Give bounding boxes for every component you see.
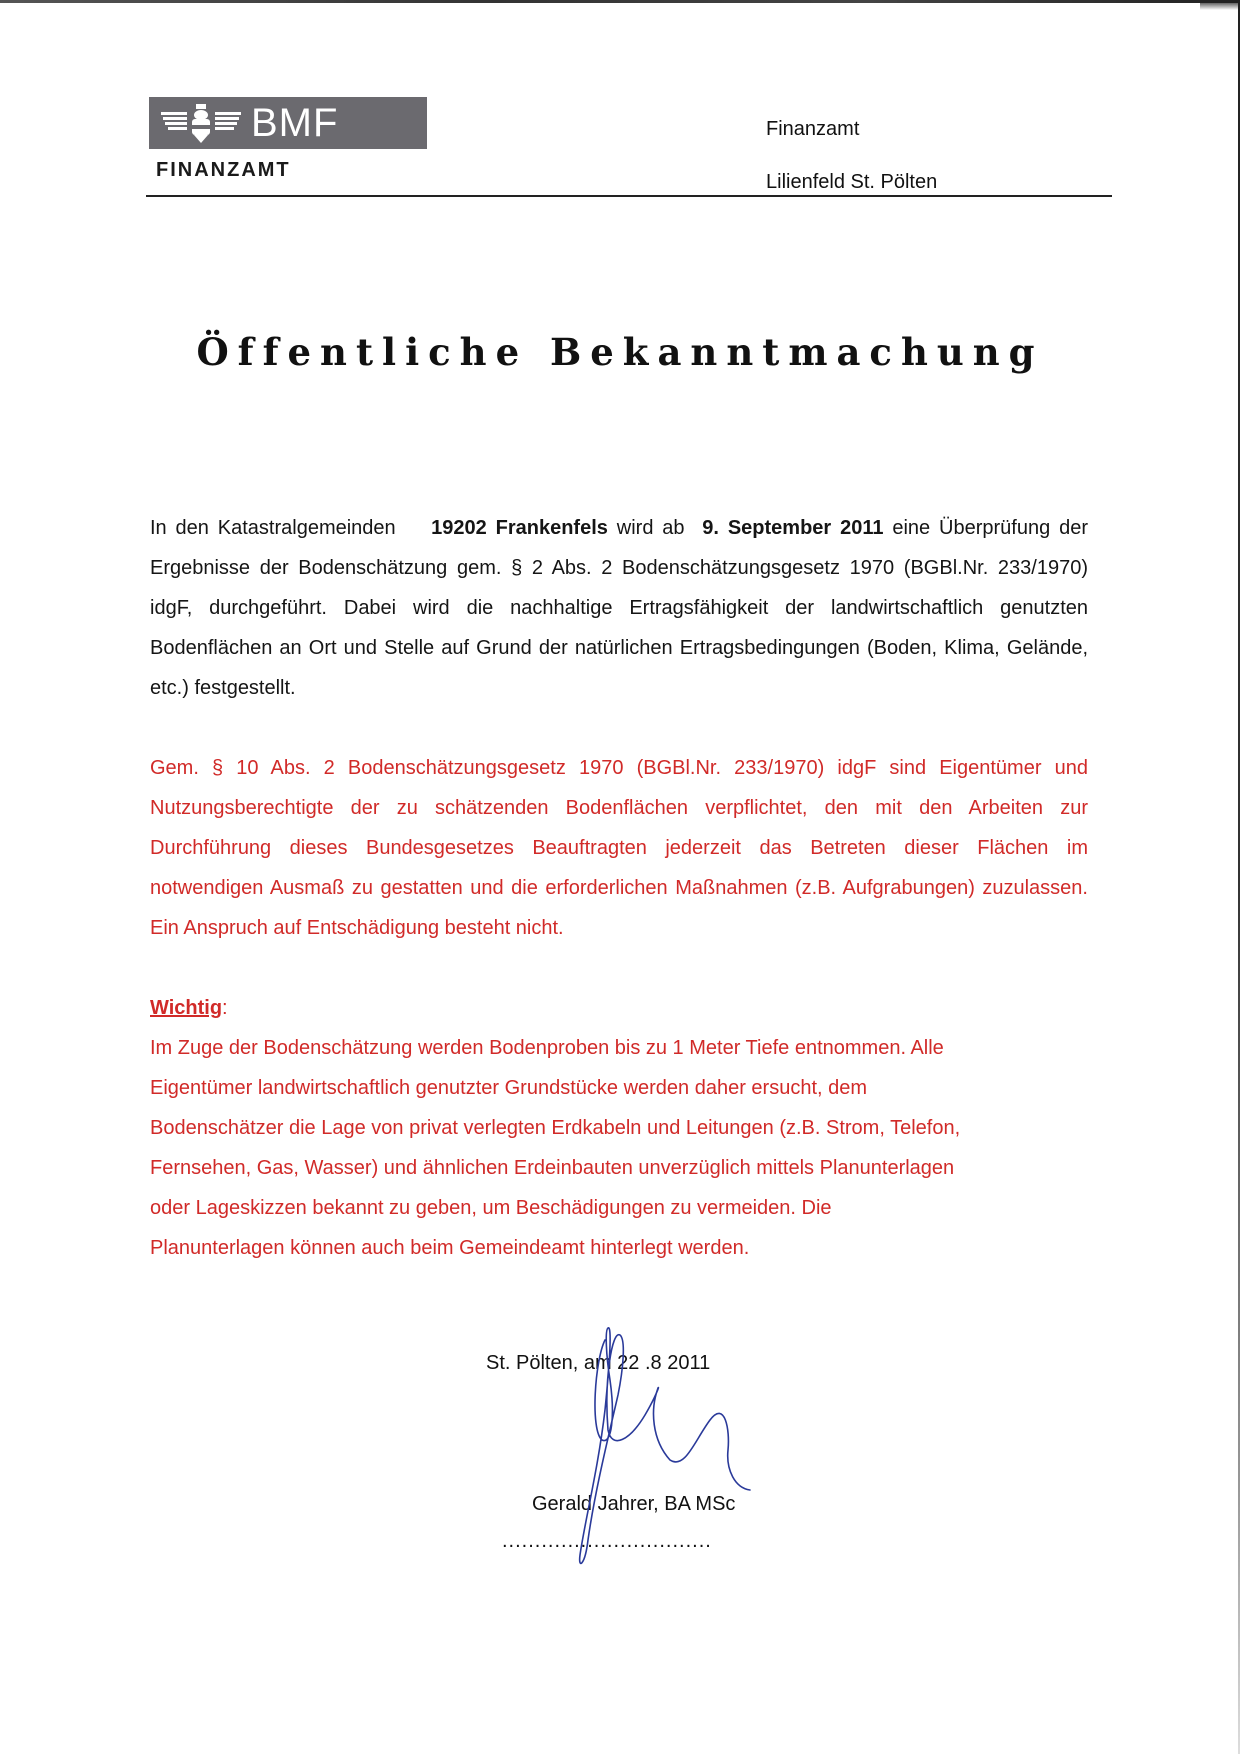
scan-edge-top bbox=[0, 0, 1240, 3]
document-title: Öffentliche Bekanntmachung bbox=[196, 330, 1044, 374]
important-line: oder Lageskizzen bekannt zu geben, um Beschädigungen zu vermeiden. Die bbox=[150, 1197, 832, 1219]
bmf-logo bbox=[149, 97, 427, 149]
paragraph-legal: Gem. § 10 Abs. 2 Bodenschätzungsgesetz 1970 (BGBl.Nr. 233/1970) idgF sind Eigentümer und Nutzungsberechtigte der zu schätzenden Bodenflächen verpflichtet, den mit den Arbeiten zur Durchführung dieses Bundesgesetzes Beauftragten jederzeit das Betreten dieser Flächen im notwendigen Ausmaß zu gestatten und die erforderlichen Maßnahmen (z.B. Aufgrabungen) zuzulassen. Ein Anspruch auf Entschädigung besteht nicht. bbox=[150, 757, 1088, 939]
logo-subtitle: FINANZAMT bbox=[156, 159, 291, 181]
austrian-eagle-icon bbox=[161, 102, 241, 144]
important-colon: : bbox=[222, 997, 228, 1019]
office-line-1: Finanzamt bbox=[766, 118, 860, 140]
important-line: Eigentümer landwirtschaftlich genutzter Grundstücke werden daher ersucht, dem bbox=[150, 1077, 868, 1099]
paragraph-important bbox=[150, 988, 1088, 1268]
scan-corner-shadow bbox=[1200, 0, 1240, 10]
logo-text: BMF bbox=[251, 101, 339, 145]
handwritten-signature bbox=[560, 1320, 800, 1570]
intro-text: In den Katastralgemeinden bbox=[150, 517, 396, 539]
intro-mid: wird ab bbox=[616, 517, 685, 539]
important-line: Planunterlagen können auch beim Gemeindeamt hinterlegt werden. bbox=[150, 1237, 750, 1259]
office-line-2: Lilienfeld St. Pölten bbox=[766, 171, 938, 193]
start-date: 9. September 2011 bbox=[702, 517, 884, 539]
paragraph-intro bbox=[150, 508, 1088, 708]
important-label: Wichtig bbox=[150, 997, 223, 1019]
important-heading bbox=[150, 988, 1088, 1028]
intro-rest: eine Überprüfung der Ergebnisse der Bodenschätzung gem. § 2 Abs. 2 Bodenschätzungsgesetz 1970 (BGBl.Nr. 233/1970) idgF, durchgeführt. Dabei wird die nachhaltige Ertragsfähigkeit der landwirtschaftlich genutzten Bodenflächen an Ort und Stelle auf Grund der natürlichen Ertragsbedingungen (Boden, Klima, Gelände, etc.) festgestellt. bbox=[150, 517, 1088, 699]
place-and-date: St. Pölten, am 22 .8 2011 bbox=[486, 1352, 711, 1374]
community-name: 19202 Frankenfels bbox=[431, 517, 608, 539]
signature-line: ................................ bbox=[502, 1530, 712, 1552]
important-line: Im Zuge der Bodenschätzung werden Bodenproben bis zu 1 Meter Tiefe entnommen. Alle bbox=[150, 1037, 944, 1059]
important-line: Fernsehen, Gas, Wasser) und ähnlichen Erdeinbauten unverzüglich mittels Planunterlagen bbox=[150, 1157, 955, 1179]
header-rule bbox=[146, 195, 1112, 197]
signatory-name: Gerald Jahrer, BA MSc bbox=[532, 1493, 736, 1515]
important-line: Bodenschätzer die Lage von privat verlegten Erdkabeln und Leitungen (z.B. Strom, Telefon, bbox=[150, 1117, 961, 1139]
